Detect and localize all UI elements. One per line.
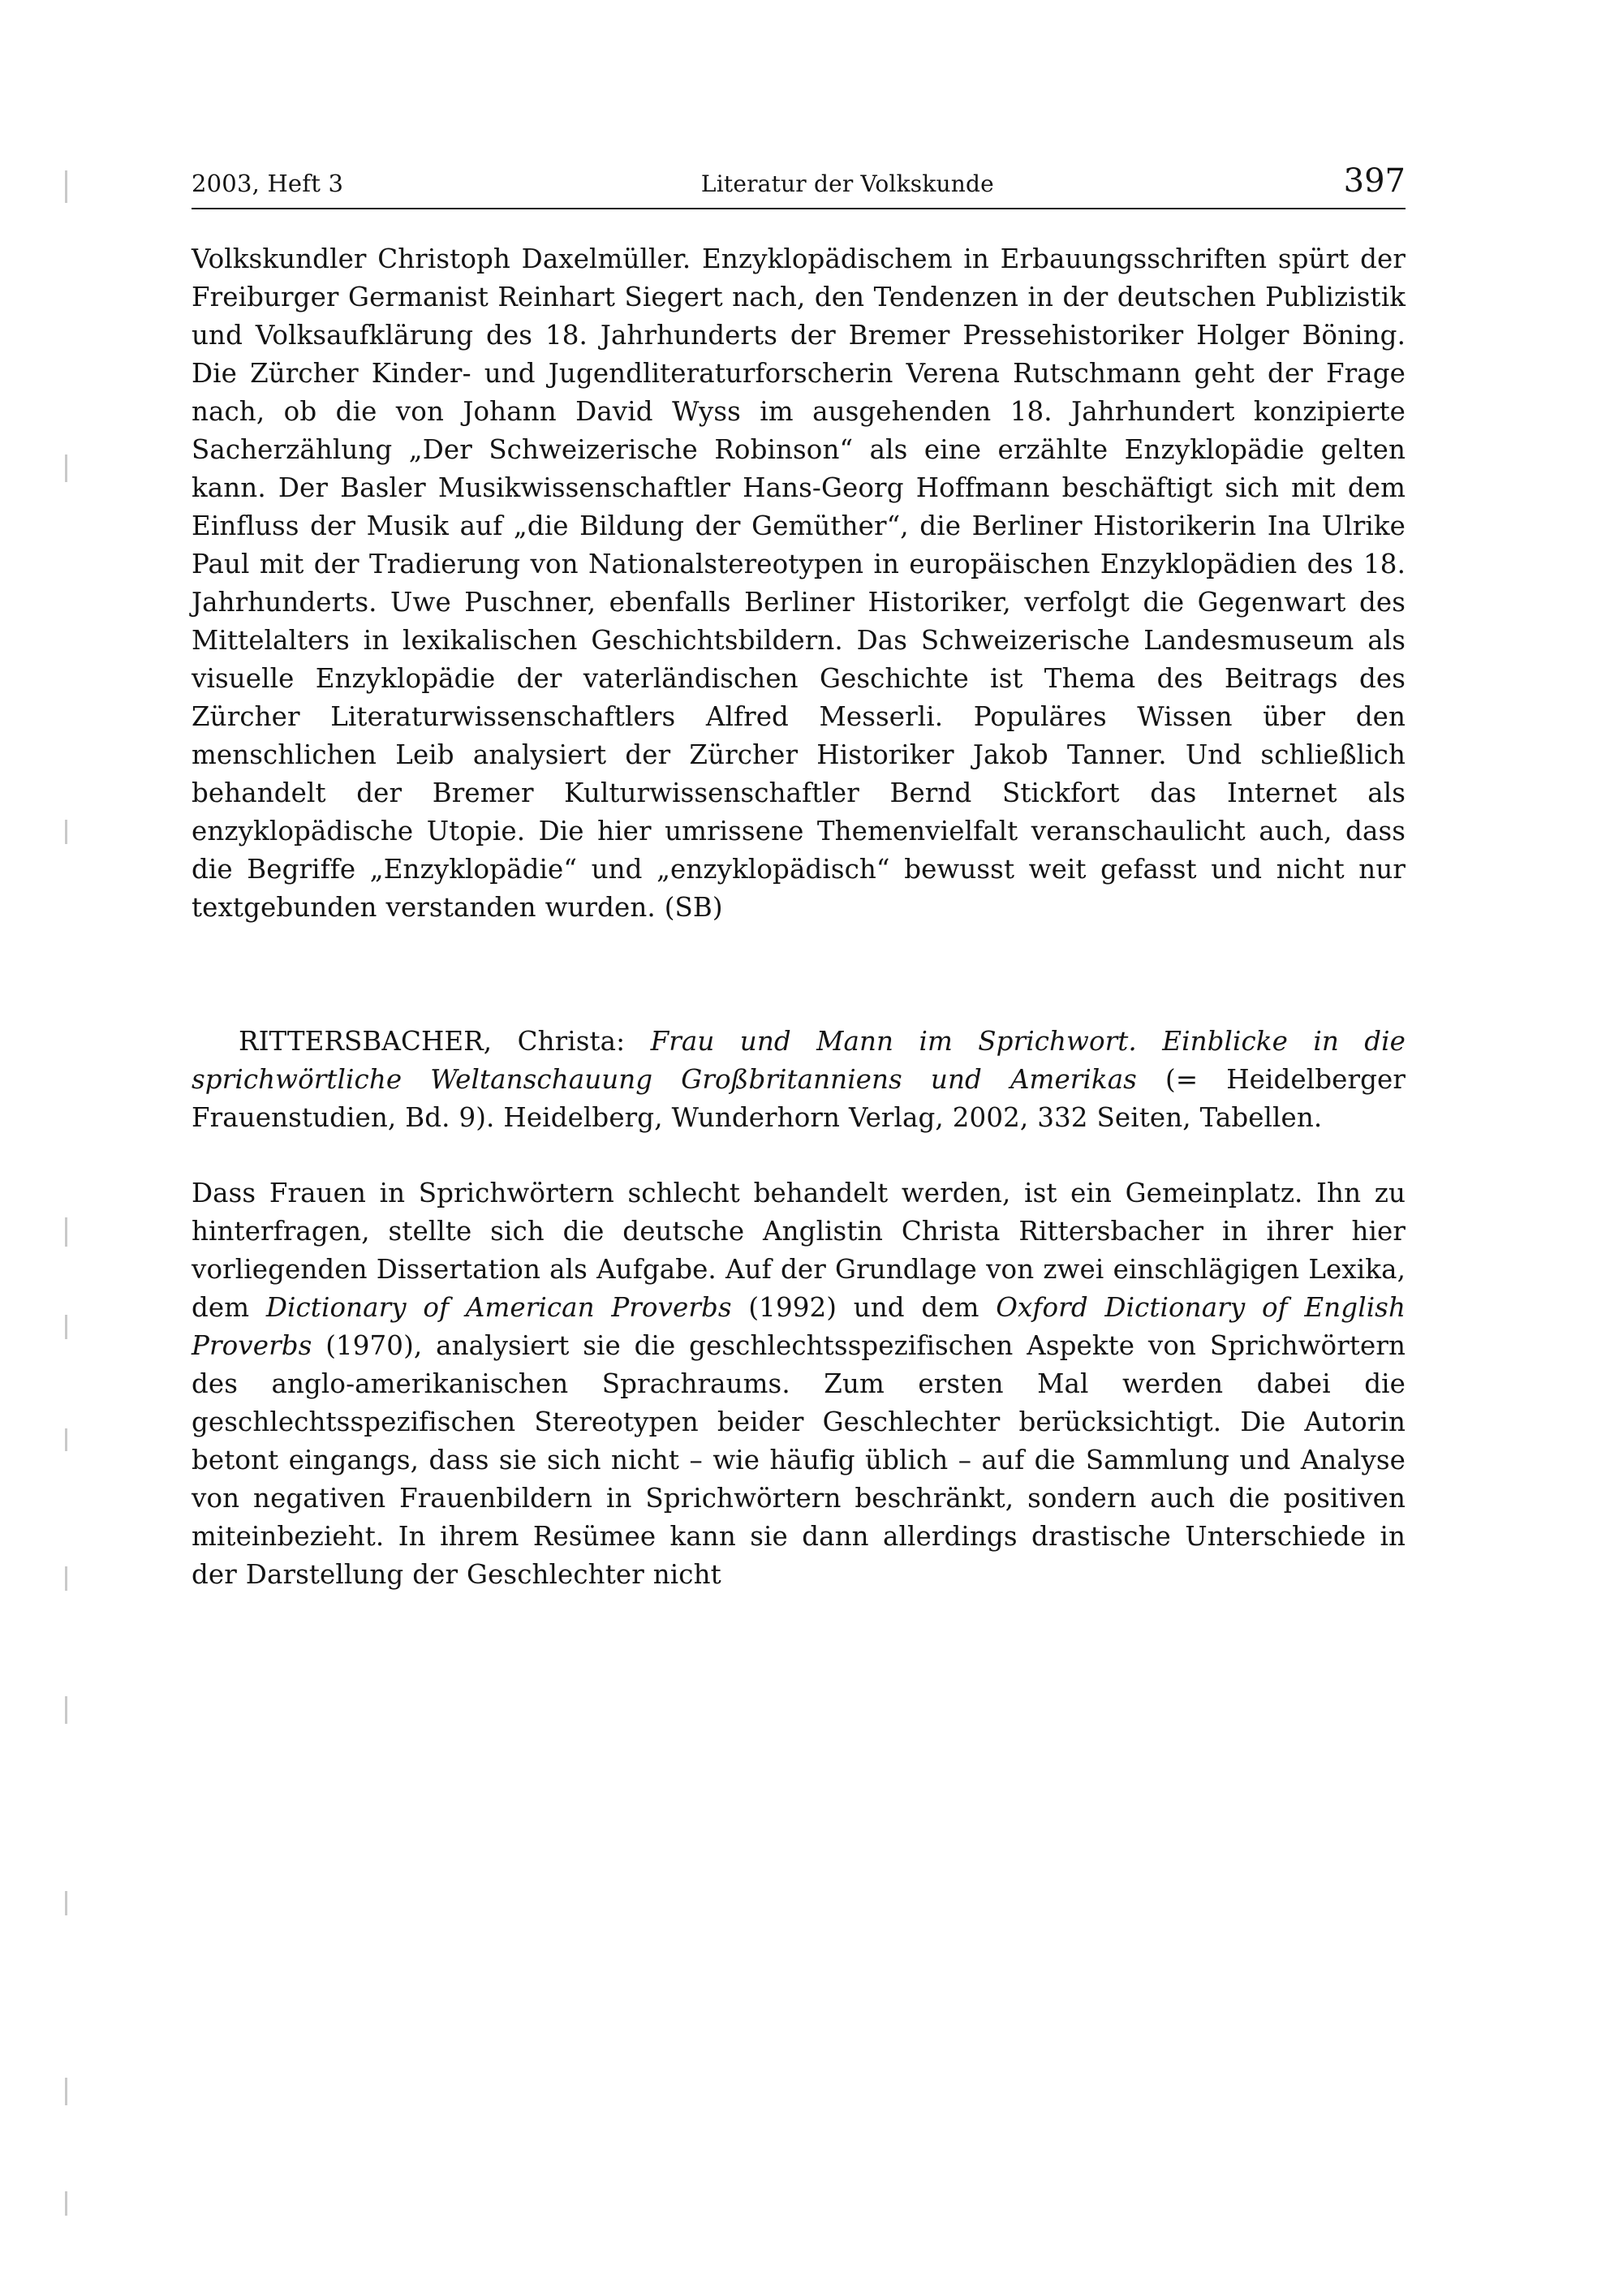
- margin-mark: [65, 820, 67, 844]
- review-segment-3: (1970), analysiert sie die geschlechtsspezifischen Aspekte von Sprichwörtern des anglo-amerikanischen Sprachraums. Zum ersten Mal werden dabei die geschlechtsspezifischen Stereotypen beider Geschlechter berücksichtigt. Die Autorin betont eingangs, dass sie sich nicht – wie häufig üblich – auf die Sammlung und Analyse von negativen Frauenbildern in Sprichwörtern beschränkt, sondern auch die positiven miteinbezieht. In ihrem Resümee kann sie dann allerdings drastische Unterschiede in der Darstellung der Geschlechter nicht: [192, 1330, 1406, 1590]
- margin-mark: [65, 1566, 67, 1591]
- running-head: [192, 162, 1406, 209]
- bibliographic-reference: [192, 1023, 1406, 1137]
- review-italic-title-1: Dictionary of American Proverbs: [265, 1292, 732, 1323]
- margin-mark: [65, 2191, 67, 2216]
- margin-mark: [65, 1428, 67, 1451]
- reference-title: Frau und Mann im Sprichwort. Einblicke in die sprichwörtliche Weltanschauung Großbritanniens und Amerikas: [192, 1026, 1406, 1095]
- running-head-section-title: Literatur der Volkskunde: [700, 170, 994, 197]
- reference-author: RITTERSBACHER, Christa:: [239, 1026, 651, 1057]
- margin-mark: [65, 2078, 67, 2105]
- reference-publication-details: (= Heidelberger Frauenstudien, Bd. 9). Heidelberg, Wunderhorn Verlag, 2002, 332 Seiten, Tabellen.: [192, 1064, 1406, 1133]
- page-content: [192, 162, 1406, 1594]
- review-segment-2: (1992) und dem: [731, 1292, 997, 1323]
- margin-mark: [65, 170, 67, 203]
- margin-mark: [65, 1217, 67, 1247]
- review-paragraph: [192, 1174, 1406, 1594]
- section-gap: [192, 927, 1406, 1023]
- margin-mark: [65, 1891, 67, 1915]
- review-segment-1: Dass Frauen in Sprichwörtern schlecht behandelt werden, ist ein Gemeinplatz. Ihn zu hinterfragen, stellte sich die deutsche Anglistin Christa Rittersbacher in ihrer hier vorliegenden Dissertation als Aufgabe. Auf der Grundlage von zwei einschlägigen Lexika, dem: [192, 1178, 1406, 1323]
- margin-mark: [65, 1696, 67, 1724]
- paragraph-gap: [192, 1137, 1406, 1174]
- paragraph-continuation: Volkskundler Christoph Daxelmüller. Enzyklopädischem in Erbauungsschriften spürt der Freiburger Germanist Reinhart Siegert nach, den Tendenzen in der deutschen Publizistik und Volksaufklärung des 18. Jahrhunderts der Bremer Pressehistoriker Holger Böning. Die Zürcher Kinder- und Jugendliteraturforscherin Verena Rutschmann geht der Frage nach, ob die von Johann David Wyss im ausgehenden 18. Jahrhundert konzipierte Sacherzählung „Der Schweizerische Robinson“ als eine erzählte Enzyklopädie gelten kann. Der Basler Musikwissenschaftler Hans-Georg Hoffmann beschäftigt sich mit dem Einfluss der Musik auf „die Bildung der Gemüther“, die Berliner Historikerin Ina Ulrike Paul mit der Tradierung von Nationalstereotypen in europäischen Enzyklopädien des 18. Jahrhunderts. Uwe Puschner, ebenfalls Berliner Historiker, verfolgt die Gegenwart des Mittelalters in lexikalischen Geschichtsbildern. Das Schweizerische Landesmuseum als visuelle Enzyklopädie der vaterländischen Geschichte ist Thema des Beitrags des Zürcher Literaturwissenschaftlers Alfred Messerli. Populäres Wissen über den menschlichen Leib analysiert der Zürcher Historiker Jakob Tanner. Und schließlich behandelt der Bremer Kulturwissenschaftler Bernd Stickfort das Internet als enzyklopädische Utopie. Die hier umrissene Themenvielfalt veranschaulicht auch, dass die Begriffe „Enzyklopädie“ und „enzyklopädisch“ bewusst weit gefasst und nicht nur textgebunden verstanden wurden. (SB): [192, 243, 1406, 923]
- margin-mark: [65, 1315, 67, 1339]
- review-italic-title-2: Oxford Dictionary of English Proverbs: [192, 1292, 1406, 1361]
- running-head-issue: 2003, Heft 3: [192, 170, 344, 197]
- page-number: 397: [1343, 162, 1406, 200]
- margin-mark: [65, 454, 67, 482]
